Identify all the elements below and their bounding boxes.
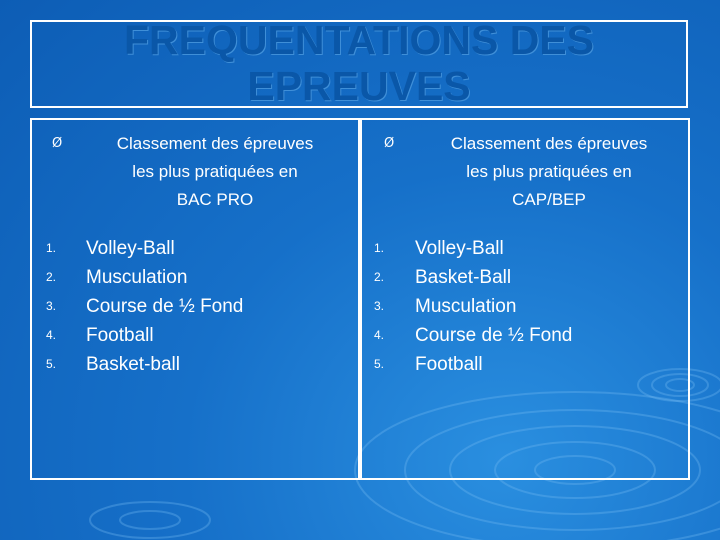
item-number: 4. [374, 328, 385, 342]
item-number: 5. [374, 357, 385, 371]
list-item [362, 350, 688, 379]
item-number: 1. [374, 241, 385, 255]
list-item [32, 350, 358, 379]
heading-line: BAC PRO [176, 190, 254, 209]
list-item [32, 292, 358, 321]
list-item [362, 234, 688, 263]
page-title: FREQUENTATIONS DES EPREUVES [124, 17, 594, 109]
cap-bep-ranking-list [362, 234, 688, 379]
item-label: Musculation [415, 296, 517, 317]
item-label: Course de ½ Fond [86, 296, 244, 317]
cap-bep-heading [408, 130, 690, 214]
list-item [362, 263, 688, 292]
heading-line: les plus pratiquées en [132, 162, 298, 181]
item-label: Football [86, 325, 154, 346]
heading-line: Classement des épreuves [450, 134, 648, 153]
list-item [32, 321, 358, 350]
bac-pro-heading [80, 130, 350, 214]
heading-line: les plus pratiquées en [466, 162, 632, 181]
item-number: 4. [46, 328, 57, 342]
arrowhead-bullet-icon: Ø [384, 136, 395, 151]
list-item [32, 234, 358, 263]
item-number: 3. [374, 299, 385, 313]
title-box [30, 17, 688, 109]
item-label: Basket-ball [86, 354, 180, 375]
item-label: Football [415, 354, 483, 375]
item-label: Musculation [86, 267, 188, 288]
heading-line: Classement des épreuves [116, 134, 314, 153]
item-number: 2. [374, 270, 385, 284]
item-number: 2. [46, 270, 57, 284]
heading-line: CAP/BEP [512, 190, 586, 209]
bac-pro-ranking-list [32, 234, 358, 379]
item-label: Volley-Ball [415, 238, 504, 259]
item-number: 3. [46, 299, 57, 313]
item-label: Basket-Ball [415, 267, 512, 288]
item-label: Volley-Ball [86, 238, 175, 259]
bac-pro-panel [30, 118, 360, 480]
item-number: 5. [46, 357, 57, 371]
item-number: 1. [46, 241, 57, 255]
list-item [362, 321, 688, 350]
list-item [32, 263, 358, 292]
item-label: Course de ½ Fond [415, 325, 573, 346]
cap-bep-panel [360, 118, 690, 480]
arrowhead-bullet-icon: Ø [52, 136, 63, 151]
list-item [362, 292, 688, 321]
